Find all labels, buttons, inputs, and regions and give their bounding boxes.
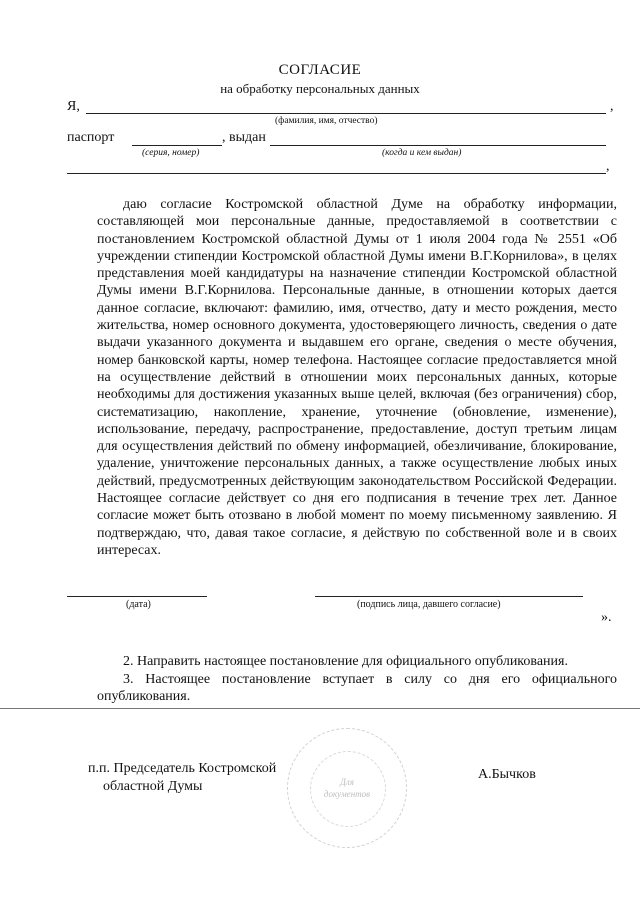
closing-quote: ». xyxy=(601,610,612,625)
extra-line-end: , xyxy=(606,159,610,174)
signer-title-line1: п.п. Председатель Костромской xyxy=(88,761,277,776)
official-seal-stamp xyxy=(287,728,407,848)
signature-caption: (подпись лица, давшего согласие) xyxy=(357,599,501,610)
document-subtitle: на обработку персональных данных xyxy=(220,81,420,96)
fio-caption: (фамилия, имя, отчество) xyxy=(275,116,378,126)
document-title: СОГЛАСИЕ xyxy=(278,62,362,78)
page-separator xyxy=(0,708,640,709)
issued-label: , выдан xyxy=(222,130,266,145)
signature-line xyxy=(315,596,583,597)
date-line xyxy=(67,596,207,597)
issued-by-line xyxy=(270,145,606,146)
resolution-item-2: 2. Направить настоящее постановление для официального опубликования. xyxy=(123,654,568,669)
series-caption: (серия, номер) xyxy=(142,148,200,158)
date-caption: (дата) xyxy=(126,599,151,610)
passport-label: паспорт xyxy=(67,130,115,145)
fio-line-end: , xyxy=(610,99,614,114)
resolution-item-3: 3. Настоящее постановление вступает в силу со дня его официального опубликования. xyxy=(97,672,617,704)
issued-caption: (когда и кем выдан) xyxy=(382,148,462,158)
i-label: Я, xyxy=(67,99,80,114)
stamp-text-2: документов xyxy=(323,789,371,799)
fio-line xyxy=(86,113,606,114)
stamp-text-1: Для xyxy=(340,777,354,787)
signer-title-line2: областной Думы xyxy=(103,779,203,794)
signer-name: А.Бычков xyxy=(478,767,536,782)
consent-text: даю согласие Костромской областной Думе на обработку информации, составляющей мои персональные данные, предоставляемой в соответствии с постановлением Костромской областной Думы от 1 июля 2004 года № 2551 «Об учреждении стипендии Костромской областной Думы имени В.Г.Корнилова», в целях представления моей кандидатуры на назначение стипендии Костромской областной Думы имени В.Г.Корнилова. Персональные данные, в отношении которых дается данное согласие, включают: фамилию, имя, отчество, дату и место рождения, место жительства, номер основного документа, удостоверяющего личность, сведения о дате выдачи указанного документа и выдавшем его органе, сведения о месте обучения, номер банковской карты, номер телефона. Настоящее согласие предоставляется мной на осуществление действий в отношении моих персональных данных, которые необходимы для достижения указанных выше целей, включая (без ограничения) сбор, систематизацию, накопление, хранение, уточнение (обновление, изменение), использование, передачу, распространение, предоставление, доступ третьим лицам для осуществления действий по обмену информацией, обезличивание, блокирование, удаление, уничтожение персональных данных, а также осуществление любых иных действий, предусмотренных действующим законодательством Российской Федерации. Настоящее согласие действует со дня его подписания в течение трех лет. Данное согласие может быть отозвано в любой момент по моему письменному заявлению. Я подтверждаю, что, давая такое согласие, я действую по собственной воле и в своих интересах. xyxy=(97,197,617,558)
extra-line xyxy=(67,173,606,174)
passport-series-line xyxy=(132,145,222,146)
